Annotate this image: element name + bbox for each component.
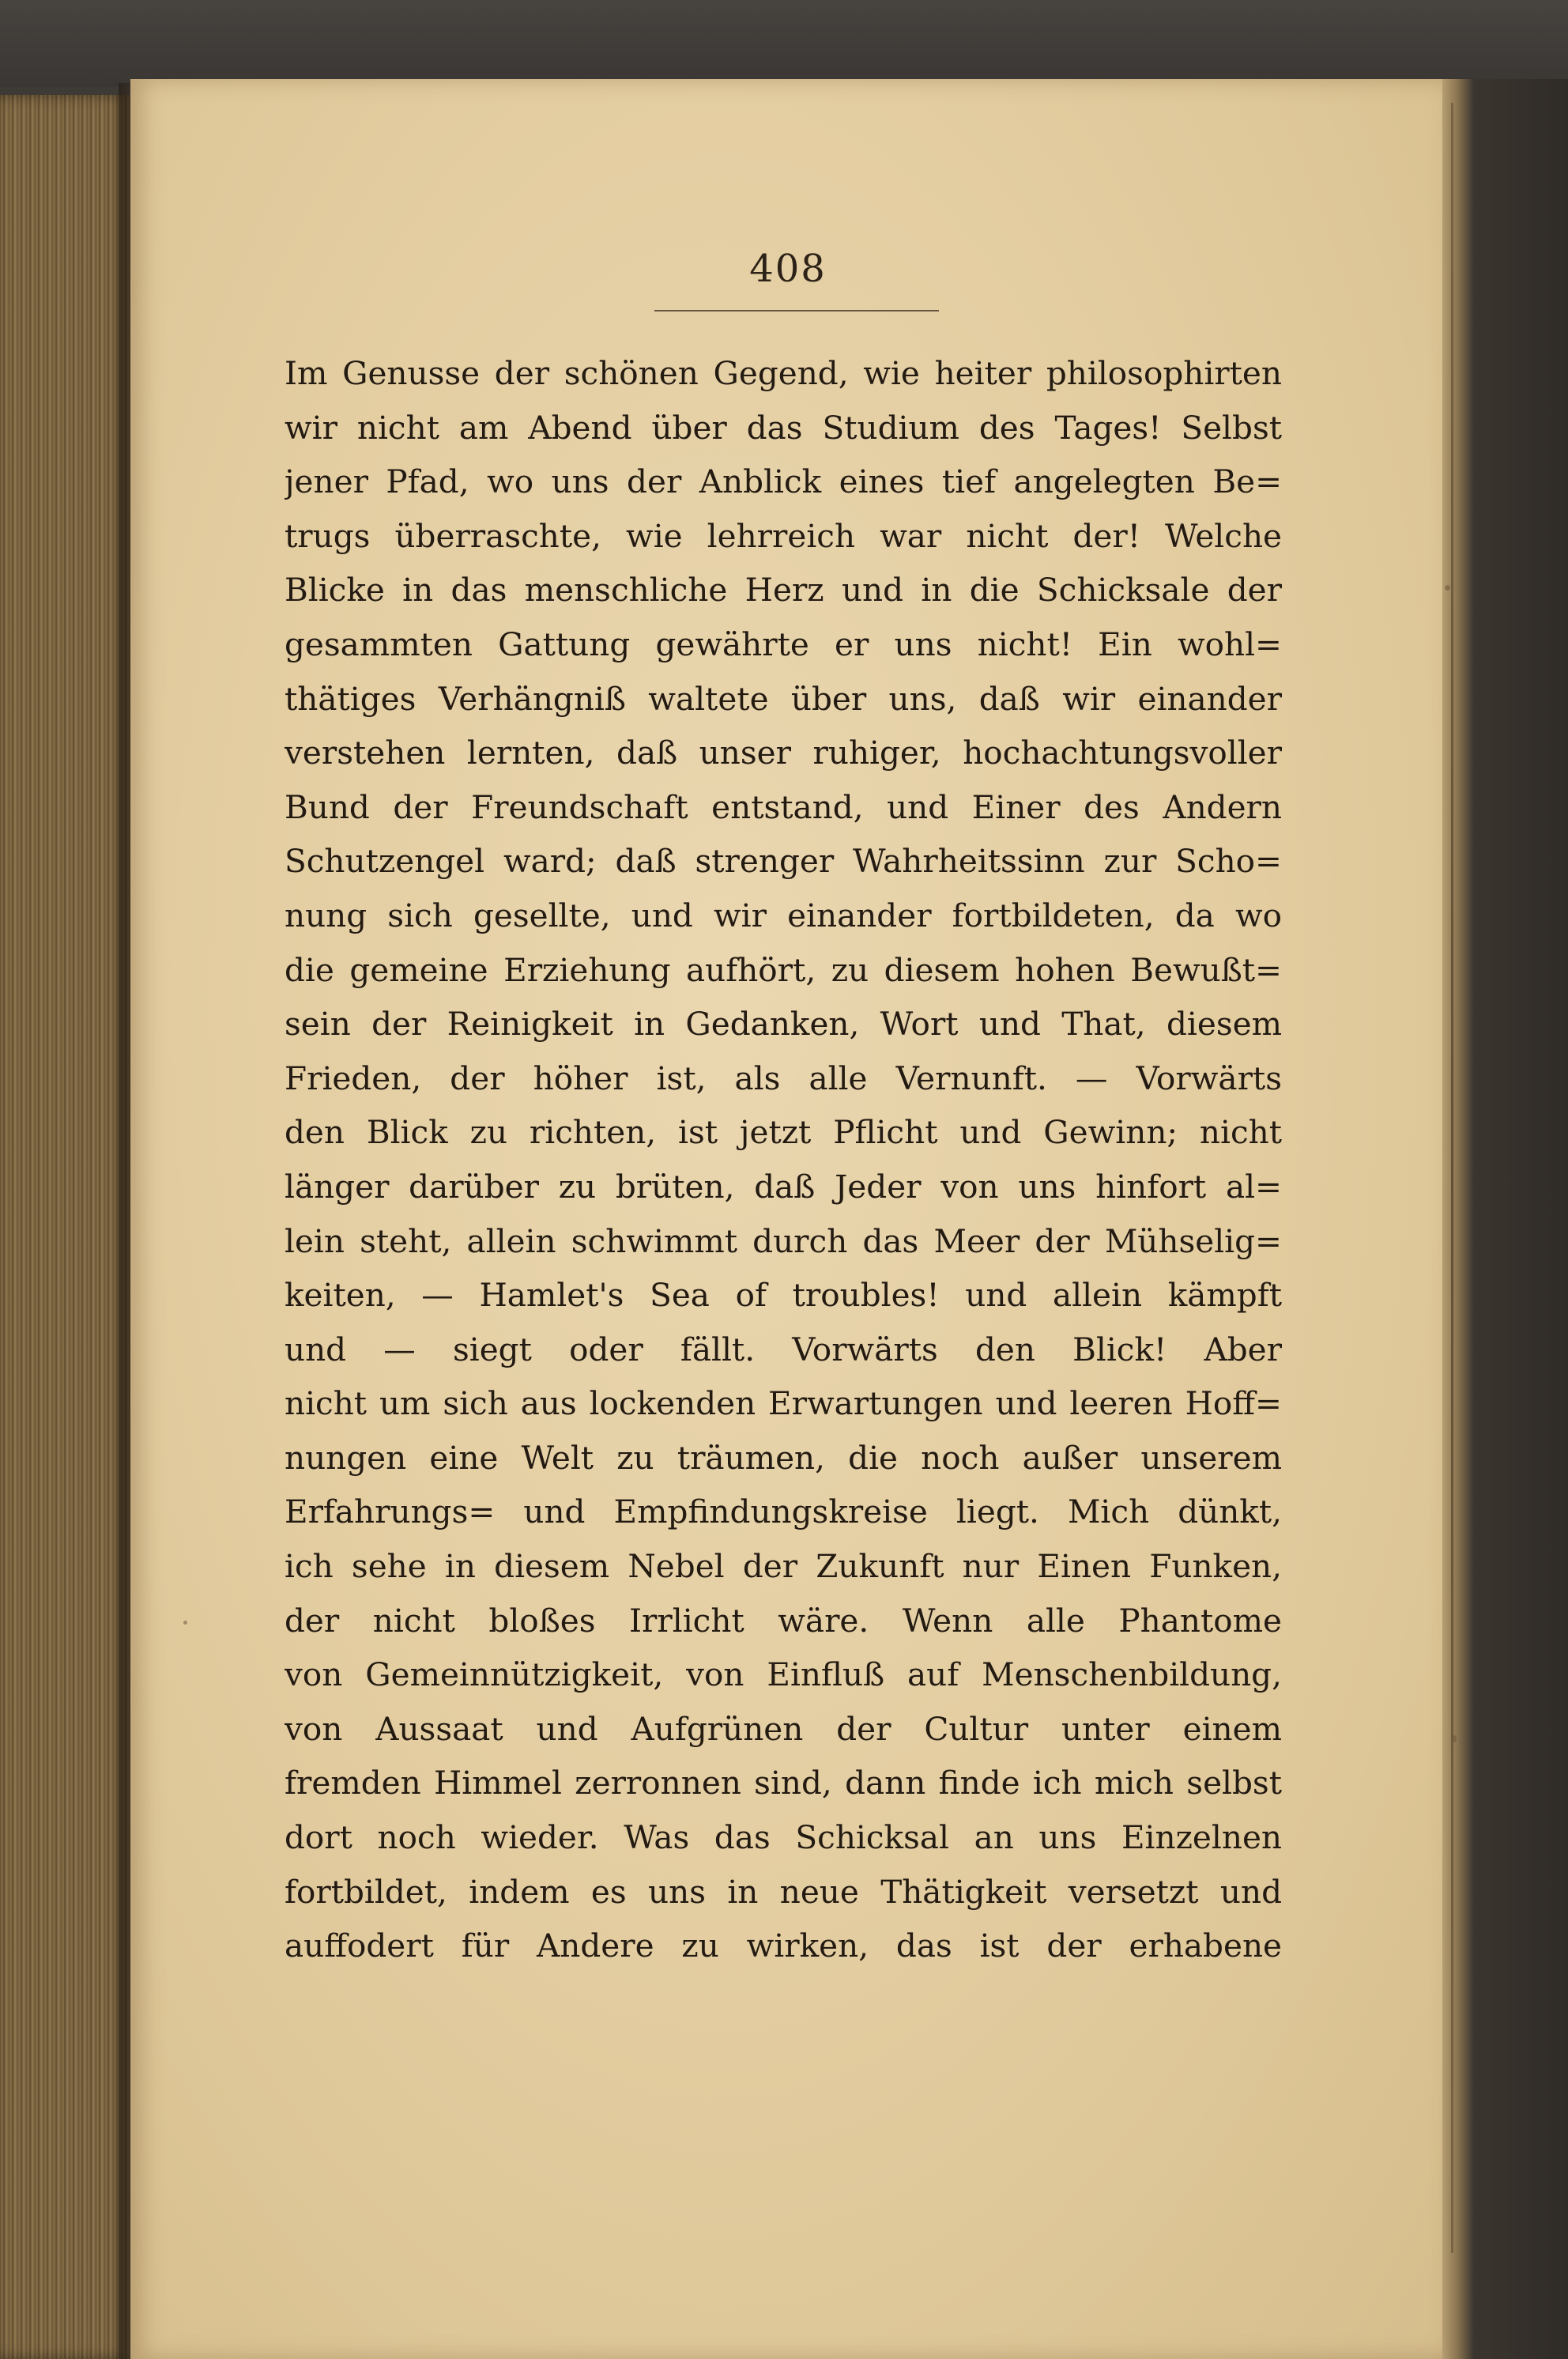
header-rule: [654, 310, 939, 311]
text-line: sein der Reinigkeit in Gedanken, Wort und That, diesem: [285, 1005, 1282, 1044]
text-line: Im Genusse der schönen Gegend, wie heiter philosophirten: [285, 354, 1282, 392]
text-line: verstehen lernten, daß unser ruhiger, hochachtungsvoller: [285, 734, 1282, 772]
paper-speck: [1452, 1735, 1457, 1742]
text-line: auffodert für Andere zu wirken, das ist der erhabene: [285, 1927, 1282, 1965]
text-line: nungen eine Welt zu träumen, die noch außer unserem: [285, 1438, 1282, 1477]
text-line: und — siegt oder fällt. Vorwärts den Blick! Aber: [285, 1330, 1282, 1368]
text-line: Erfahrungs= und Empfindungskreise liegt. Mich dünkt,: [285, 1493, 1282, 1531]
text-line: Blicke in das menschliche Herz und in die Schicksale der: [285, 571, 1282, 610]
text-line: fremden Himmel zerronnen sind, dann finde ich mich selbst: [285, 1764, 1282, 1802]
text-line: wir nicht am Abend über das Studium des Tages! Selbst: [285, 408, 1282, 447]
text-line: trugs überraschte, wie lehrreich war nicht der! Welche: [285, 516, 1282, 555]
text-line: keiten, — Hamlet's Sea of troubles! und allein kämpft: [285, 1276, 1282, 1315]
body-text: [285, 346, 1282, 1973]
text-line: länger darüber zu brüten, daß Jeder von uns hinfort al=: [285, 1167, 1282, 1206]
text-line: ich sehe in diesem Nebel der Zukunft nur Einen Funken,: [285, 1547, 1282, 1586]
page-number: 408: [749, 247, 827, 291]
text-line: lein steht, allein schwimmt durch das Meer der Mühselig=: [285, 1221, 1282, 1260]
text-line: fortbildet, indem es uns in neue Thätigkeit versetzt und: [285, 1872, 1282, 1911]
text-line: von Aussaat und Aufgrünen der Cultur unter einem: [285, 1709, 1282, 1748]
book-page-edges: [0, 95, 130, 2359]
binding-line: [1451, 103, 1453, 2253]
text-line: Frieden, der höher ist, als alle Vernunft. — Vorwärts: [285, 1059, 1282, 1097]
scanner-background: [0, 0, 1568, 87]
text-line: gesammten Gattung gewährte er uns nicht! Ein wohl=: [285, 625, 1282, 663]
text-line: thätiges Verhängniß waltete über uns, daß wir einander: [285, 679, 1282, 718]
paper-speck: [183, 1621, 187, 1625]
text-line: den Blick zu richten, ist jetzt Pflicht und Gewinn; nicht: [285, 1113, 1282, 1152]
text-line: jener Pfad, wo uns der Anblick eines tief angelegten Be=: [285, 462, 1282, 501]
paper-speck: [1445, 585, 1450, 591]
text-line: nung sich gesellte, und wir einander fortbildeten, da wo: [285, 896, 1282, 934]
text-line: nicht um sich aus lockenden Erwartungen und leeren Hoff=: [285, 1384, 1282, 1423]
text-line: von Gemeinnützigkeit, von Einfluß auf Menschenbildung,: [285, 1655, 1282, 1694]
text-line: dort noch wieder. Was das Schicksal an uns Einzelnen: [285, 1818, 1282, 1857]
text-line: Schutzengel ward; daß strenger Wahrheitssinn zur Scho=: [285, 842, 1282, 881]
text-line: der nicht bloßes Irrlicht wäre. Wenn alle Phantome: [285, 1601, 1282, 1640]
text-line: die gemeine Erziehung aufhört, zu diesem hohen Bewußt=: [285, 950, 1282, 989]
book-cover-edge: [1442, 79, 1568, 2359]
text-line: Bund der Freundschaft entstand, und Einer des Andern: [285, 787, 1282, 826]
